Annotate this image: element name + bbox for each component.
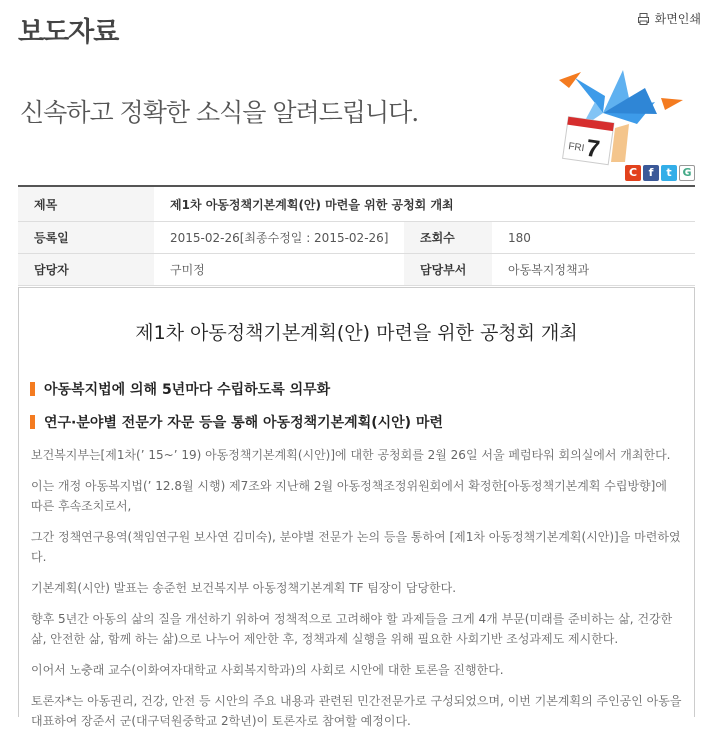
article-paragraph: 이는 개정 아동복지법(’ 12.8월 시행) 제7조와 지난해 2월 아동정책조정위원회에서 확정한[아동정책기본계획 수립방향]에 따른 후속조치로서,	[31, 479, 667, 513]
summary-bullet-text: 연구·분야별 전문가 자문 등을 통해 아동정책기본계획(시안) 마련	[44, 415, 443, 431]
summary-bullet-text: 아동복지법에 의해 5년마다 수립하도록 의무화	[44, 382, 331, 398]
article-body	[18, 287, 695, 728]
manager-label: 담당자	[18, 254, 154, 285]
print-icon	[638, 13, 649, 25]
bullet-marker-icon	[30, 415, 35, 429]
share-twitter-button[interactable]: t	[661, 165, 677, 181]
article-paragraph: 그간 정책연구용역(책임연구원 보사연 김미숙), 분야별 전문가 논의 등을 통하여 [제1차 아동정책기본계획(시안)]을 마련하였다.	[31, 530, 681, 564]
summary-bullet	[30, 379, 694, 399]
date-label: 등록일	[18, 222, 154, 253]
views-value: 180	[508, 230, 531, 245]
article-paragraph: 토론자*는 아동권리, 건강, 안전 등 시안의 주요 내용과 관련된 민간전문가로 구성되었으며, 이번 기본계획의 주인공인 아동을 대표하여 장준서 군(대구덕원중학교 2학년)이 토론자로 참여할 예정이다.	[31, 694, 682, 728]
share-c-button[interactable]: C	[625, 165, 641, 181]
page-slogan: 신속하고 정확한 소식을 알려드립니다.	[20, 98, 419, 127]
print-button[interactable]	[638, 10, 701, 27]
title-value: 제1차 아동정책기본계획(안) 마련을 위한 공청회 개최	[170, 197, 454, 212]
windmill-calendar-illustration	[545, 58, 685, 168]
page-logo: 보도자료	[18, 17, 119, 48]
meta-table	[18, 185, 695, 286]
dept-label: 담당부서	[404, 254, 492, 285]
title-label: 제목	[18, 187, 154, 221]
date-value: 2015-02-26[최종수정일 : 2015-02-26]	[170, 231, 389, 245]
calendar-day: FRI	[567, 141, 586, 155]
article-paragraph: 향후 5년간 아동의 삶의 질을 개선하기 위하여 정책적으로 고려해야 할 과제들을 크게 4개 부문(미래를 준비하는 삶, 건강한 삶, 안전한 삶, 함께 하는 삶)으로 나누어 제안한 후, 정책과제 실행을 위해 필요한 사회기반 조성과제도 제시한다.	[31, 612, 673, 646]
calendar-date: 7	[584, 134, 602, 164]
article-paragraph: 기본계획(시안) 발표는 송준헌 보건복지부 아동정책기본계획 TF 팀장이 담당한다.	[31, 581, 457, 595]
share-bar	[625, 165, 695, 181]
article-paragraph: 이어서 노충래 교수(이화여자대학교 사회복지학과)의 사회로 시안에 대한 토론을 진행한다.	[31, 663, 504, 677]
meta-row-title	[18, 187, 695, 222]
summary-bullet	[30, 412, 694, 432]
dept-value: 아동복지정책과	[508, 263, 590, 277]
meta-row-manager	[18, 254, 695, 286]
views-label: 조회수	[404, 222, 492, 253]
article-paragraph: 보건복지부는[제1차(’ 15~’ 19) 아동정책기본계획(시안)]에 대한 공청회를 2월 26일 서울 페럼타워 회의실에서 개최한다.	[31, 448, 671, 462]
share-facebook-button[interactable]: f	[643, 165, 659, 181]
meta-row-date	[18, 222, 695, 254]
manager-value: 구미정	[170, 263, 205, 277]
share-google-button[interactable]: G	[679, 165, 695, 181]
print-label: 화면인쇄	[654, 12, 701, 26]
bullet-marker-icon	[30, 382, 35, 396]
article-heading: 제1차 아동정책기본계획(안) 마련을 위한 공청회 개최	[135, 322, 578, 344]
